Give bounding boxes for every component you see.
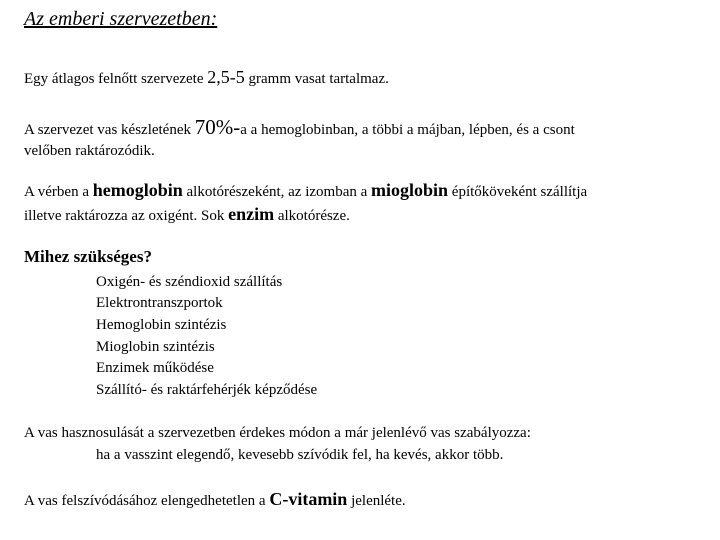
paragraph-iron-regulation: A vas hasznosulását a szervezetben érdekes módon a már jelenlévő vas szabályozza: bbox=[24, 425, 531, 441]
text-segment: a a hemoglobinban, a többi a májban, lépben, és a csont bbox=[240, 122, 575, 138]
needs-list-item: Mioglobin szintézis bbox=[96, 339, 215, 355]
text-segment: A szervezet vas készletének bbox=[24, 122, 195, 138]
paragraph-iron-function-continued bbox=[24, 205, 350, 225]
text-segment: Egy átlagos felnőtt szervezete bbox=[24, 71, 208, 87]
keyword-enzim: enzim bbox=[228, 204, 275, 224]
needs-heading: Mihez szükséges? bbox=[24, 247, 152, 266]
needs-list-item: Enzimek működése bbox=[96, 360, 214, 376]
text-segment: építőköveként szállítja bbox=[448, 184, 588, 200]
paragraph-iron-storage bbox=[24, 115, 575, 139]
percent-value: 70%- bbox=[194, 115, 241, 139]
needs-list-item: Szállító- és raktárfehérjék képződése bbox=[96, 382, 318, 398]
paragraph-iron-amount bbox=[24, 68, 389, 88]
paragraph-iron-regulation-continued: ha a vasszint elegendő, kevesebb szívódik fel, ha kevés, akkor több. bbox=[96, 447, 504, 463]
text-segment: alkotórészeként, az izomban a bbox=[182, 184, 372, 200]
keyword-hemoglobin: hemoglobin bbox=[92, 180, 183, 200]
iron-amount-value: 2,5-5 bbox=[207, 67, 245, 87]
keyword-c-vitamin: C-vitamin bbox=[269, 489, 348, 509]
text-segment: A vérben a bbox=[24, 184, 93, 200]
needs-list-item: Hemoglobin szintézis bbox=[96, 317, 227, 333]
paragraph-iron-storage-continued: velőben raktározódik. bbox=[24, 143, 155, 159]
needs-list-item: Elektrontranszportok bbox=[96, 295, 223, 311]
paragraph-iron-function bbox=[24, 181, 587, 201]
text-segment: alkotórésze. bbox=[274, 208, 350, 224]
text-segment: illetve raktározza az oxigént. Sok bbox=[24, 208, 229, 224]
text-segment: gramm vasat tartalmaz. bbox=[244, 71, 389, 87]
text-segment: jelenléte. bbox=[347, 493, 406, 509]
keyword-mioglobin: mioglobin bbox=[371, 180, 449, 200]
text-segment: A vas felszívódásához elengedhetetlen a bbox=[24, 493, 270, 509]
needs-list-item: Oxigén- és széndioxid szállítás bbox=[96, 274, 283, 290]
paragraph-vitamin-c bbox=[24, 490, 406, 510]
page-title: Az emberi szervezetben: bbox=[24, 8, 218, 30]
